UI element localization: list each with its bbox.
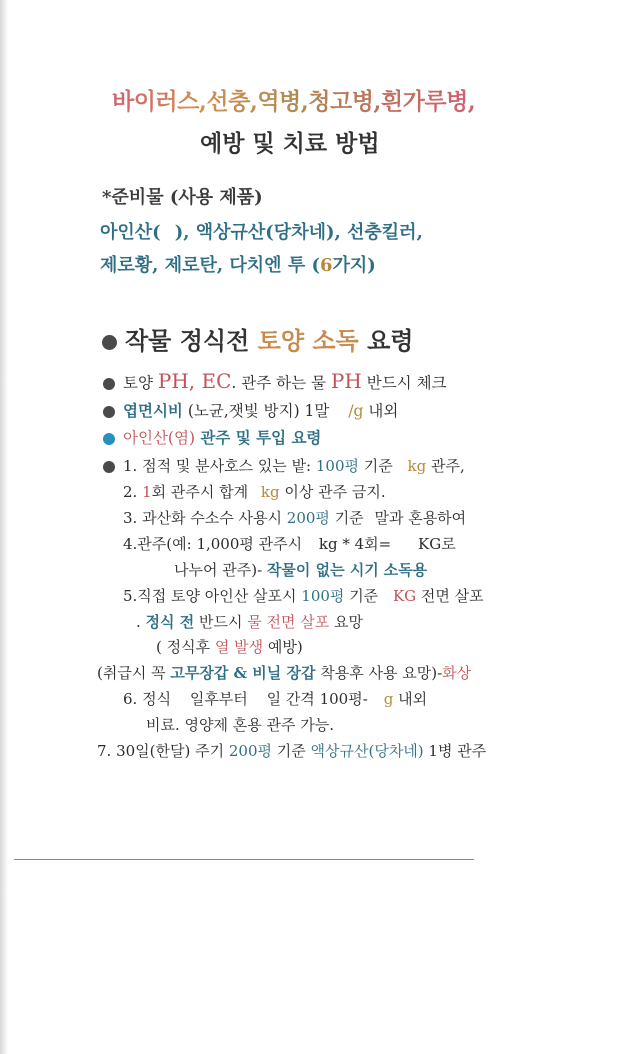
- step7-part-c: 기준: [271, 742, 311, 760]
- step-2: [123, 483, 386, 501]
- step-3: [123, 509, 466, 527]
- step6-part-a: 6. 정식: [123, 690, 176, 708]
- step5b-water-spray: 물 전면 살포: [247, 613, 330, 631]
- step-4-line2: [174, 561, 427, 579]
- step1-part-a: 1. 점적 및 분사호스 있는 밭:: [123, 457, 316, 475]
- bullet-soil-ph-ec: [103, 369, 447, 393]
- scan-edge-shadow: [0, 0, 8, 1054]
- prep-count-number: 6: [320, 255, 333, 276]
- bullet1-part-c: . 관주 하는 물: [231, 374, 331, 392]
- step2-count: 1: [142, 483, 152, 501]
- step3-part-c: 기준: [329, 509, 369, 527]
- step5-part-c: 기준: [344, 587, 383, 605]
- step4b-disinfection: 소독용: [383, 561, 428, 579]
- step1-part-c: 기준: [359, 457, 398, 475]
- step5-unit: KG: [392, 587, 417, 605]
- step3-area: 200평: [286, 509, 330, 527]
- step7-product: 액상규산(당차네): [310, 742, 424, 760]
- bullet2-part-d: 내외: [363, 402, 399, 420]
- step5-part-a: 5.직접 토양 아인산 살포시: [123, 587, 302, 605]
- handling-warning: [97, 664, 471, 682]
- footer-divider-line: [14, 859, 474, 860]
- step5b-before-planting: 정식 전: [145, 613, 195, 631]
- warning-part-c: 착용후 사용 요망)-: [315, 664, 443, 682]
- step4b-no-crop: 작물이 없는 시기: [266, 561, 379, 579]
- step1-unit: kg: [407, 457, 427, 475]
- bullet-dot-blue-icon: [103, 433, 115, 445]
- step-5-line3: [156, 638, 303, 656]
- prep-line1-part-a: 아인산(: [100, 222, 161, 243]
- step5c-heat: 열 발생: [214, 638, 264, 656]
- step4-part-c: KG로: [418, 535, 456, 553]
- bullet1-part-a: 토양: [123, 374, 158, 392]
- bullet1-ph: PH: [330, 369, 362, 393]
- title-diseases: 바이러스,선충,역병,청고병,흰가루병,: [112, 88, 476, 115]
- step7-part-e: 1병 관주: [423, 742, 487, 760]
- step-5-line2: [136, 613, 363, 631]
- bullet2-foliar: 엽면시비: [123, 401, 183, 420]
- step5c-part-a: ( 정식후: [156, 638, 215, 656]
- prep-line1-part-b: ), 액상규산(당차네), 선충킬러,: [174, 222, 423, 243]
- step1-area: 100평: [315, 457, 359, 475]
- step4-part-b: kg * 4회=: [318, 535, 397, 553]
- step2-part-c: 회 관주시 합계: [151, 483, 253, 501]
- prep-line2-part-a: 제로황, 제로탄, 다치엔 투 (: [100, 255, 320, 276]
- bullet-dot-icon: [103, 378, 115, 390]
- step-1: [103, 457, 465, 475]
- bullet-dot-icon: [103, 406, 115, 418]
- prep-line2-part-c: 가지): [332, 255, 376, 276]
- step6-part-e: 내외: [393, 690, 428, 708]
- step5b-part-a: .: [136, 613, 146, 631]
- warning-part-a: (취급시 꼭: [97, 664, 171, 682]
- bullet-phosphite-method: [103, 429, 321, 448]
- bullet1-ph-ec: PH, EC: [157, 369, 232, 393]
- step3-part-d: 말과 혼용하여: [374, 509, 467, 527]
- step2-part-e: 이상 관주 금지.: [279, 483, 386, 501]
- step-7: [97, 742, 486, 760]
- step4-part-a: 4.관주(예: 1,000평 관주시: [123, 535, 307, 553]
- section-heading-part-a: 작물 정식전: [125, 326, 258, 355]
- step-6-line1: [123, 690, 427, 708]
- step2-unit: kg: [260, 483, 280, 501]
- bullet2-unit: /g: [348, 402, 364, 420]
- warning-gloves: 고무장갑 & 비닐 장갑: [170, 664, 316, 682]
- step3-part-a: 3. 과산화 수소수 사용시: [123, 509, 287, 527]
- step-4-line1: [123, 535, 456, 553]
- bullet-foliar-spray: [103, 402, 398, 421]
- bullet-dot-icon: [102, 335, 117, 350]
- section-heading-soil: 토양 소독: [257, 326, 359, 355]
- step7-part-a: 7. 30일(한달) 주기: [97, 742, 229, 760]
- bullet-dot-icon: [103, 461, 115, 473]
- step6-part-c: 일 간격 100평-: [266, 690, 368, 708]
- section-heading-part-c: 요령: [358, 326, 414, 355]
- title-methods: 예방 및 치료 방법: [200, 130, 380, 157]
- bullet3-method: 관주 및 투입 요령: [195, 428, 322, 447]
- step5-area: 100평: [301, 587, 345, 605]
- step7-area: 200평: [228, 742, 272, 760]
- step2-part-a: 2.: [123, 483, 143, 501]
- bullet1-part-e: 반드시 체크: [361, 374, 447, 392]
- step-5-line1: [123, 587, 484, 605]
- step6-part-b: 일후부터: [189, 690, 253, 708]
- step6-unit: g: [383, 690, 394, 708]
- prep-products-line1: [100, 222, 423, 244]
- bullet2-part-b: (노균,잿빛 방지) 1말: [182, 402, 335, 420]
- prep-products-line2: [100, 255, 376, 277]
- step4b-part-a: 나누어 관주)-: [174, 561, 267, 579]
- step5b-part-c: 반드시: [194, 613, 248, 631]
- prep-heading: *준비물 (사용 제품): [102, 187, 263, 208]
- step-6-line2: 비료. 영양제 혼용 관주 가능.: [146, 716, 334, 734]
- step5-part-e: 전면 살포: [416, 587, 484, 605]
- warning-burn: 화상: [442, 664, 472, 682]
- step5b-part-e: 요망: [329, 613, 364, 631]
- step1-part-e: 관주,: [426, 457, 465, 475]
- bullet3-phosphite: 아인산(염): [123, 429, 195, 447]
- section-soil-disinfection-heading: [102, 327, 413, 356]
- step5c-part-c: 예방): [263, 638, 303, 656]
